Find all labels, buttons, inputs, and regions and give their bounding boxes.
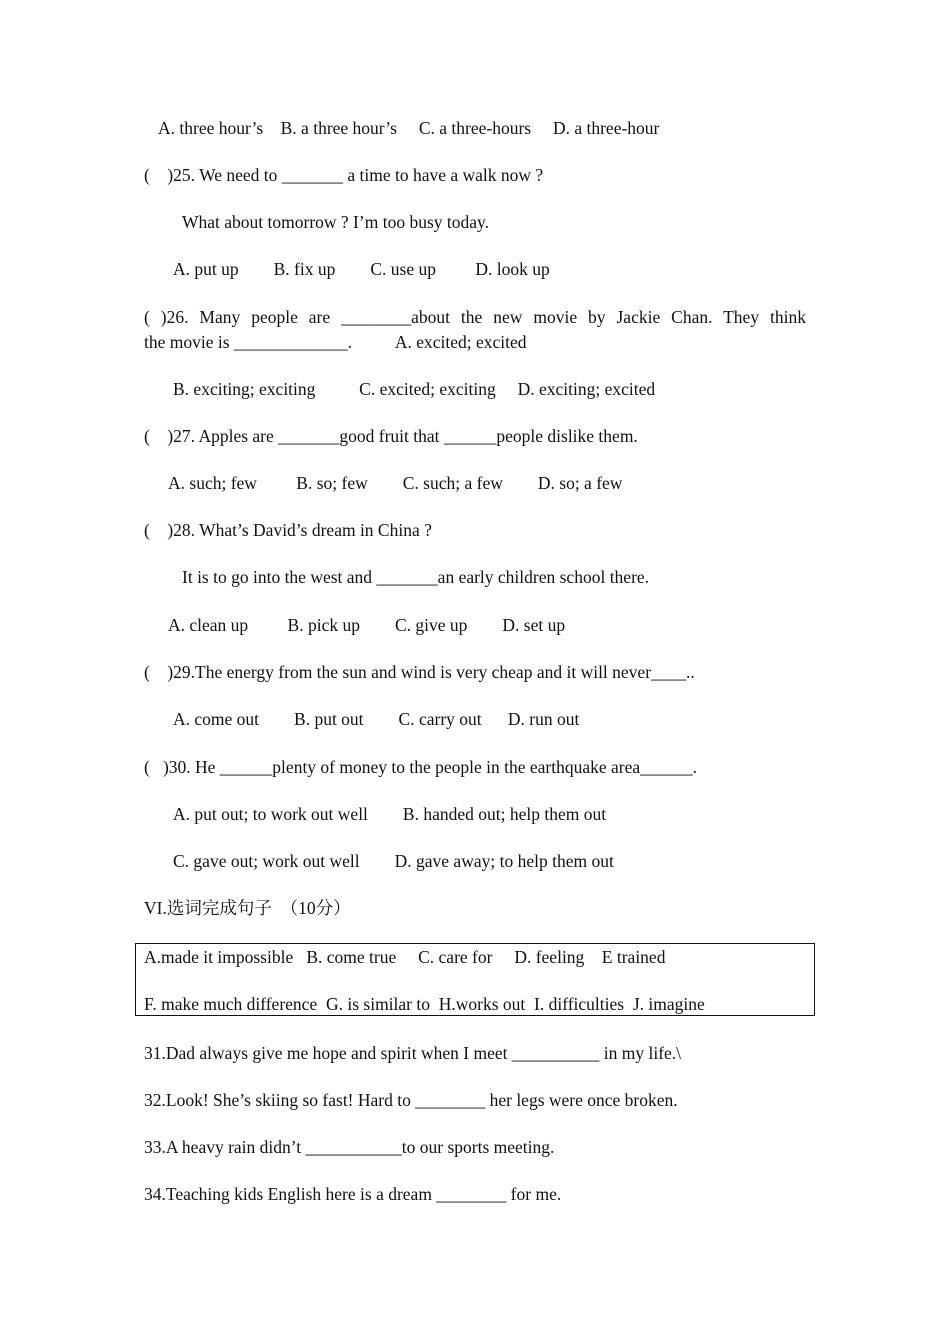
q27-stem: ( )27. Apples are _______good fruit that ______people dislike them. [144, 426, 638, 446]
q30-stem: ( )30. He ______plenty of money to the people in the earthquake area______. [144, 757, 698, 777]
q26-options: B. exciting; exciting C. excited; exciting D. exciting; excited [173, 379, 656, 399]
q26-stem-line1: ( )26. Many people are ________about the new movie by Jackie Chan. They think [144, 307, 806, 327]
word-bank-line2: F. make much difference G. is similar to H.works out I. difficulties J. imagine [144, 994, 705, 1014]
q29-options: A. come out B. put out C. carry out D. run out [173, 709, 580, 729]
q30-options-line2: C. gave out; work out well D. gave away; to help them out [173, 851, 614, 871]
q28-stem: ( )28. What’s David’s dream in China ? [144, 520, 432, 540]
q25-options: A. put up B. fix up C. use up D. look up [173, 259, 550, 279]
q25-reply: What about tomorrow ? I’m too busy today. [182, 212, 489, 232]
q33-sentence: 33.A heavy rain didn’t ___________to our sports meeting. [144, 1137, 555, 1157]
q31-sentence: 31.Dad always give me hope and spirit when I meet __________ in my life.\ [144, 1043, 682, 1063]
q25-stem: ( )25. We need to _______ a time to have a walk now ? [144, 165, 544, 185]
q24-options: A. three hour’s B. a three hour’s C. a three-hours D. a three-hour [158, 118, 660, 138]
word-bank-line1: A.made it impossible B. come true C. care for D. feeling E trained [144, 947, 666, 967]
q30-options-line1: A. put out; to work out well B. handed out; help them out [173, 804, 607, 824]
q26-stem-line2: the movie is _____________. A. excited; excited [144, 332, 527, 352]
q29-stem: ( )29.The energy from the sun and wind is very cheap and it will never____.. [144, 662, 695, 682]
section-6-title: VI.选词完成句子 （10分） [144, 898, 351, 918]
q28-options: A. clean up B. pick up C. give up D. set up [168, 615, 566, 635]
q27-options: A. such; few B. so; few C. such; a few D. so; a few [168, 473, 623, 493]
q32-sentence: 32.Look! She’s skiing so fast! Hard to ________ her legs were once broken. [144, 1090, 678, 1110]
q28-reply: It is to go into the west and _______an early children school there. [182, 567, 650, 587]
q34-sentence: 34.Teaching kids English here is a dream ________ for me. [144, 1184, 562, 1204]
